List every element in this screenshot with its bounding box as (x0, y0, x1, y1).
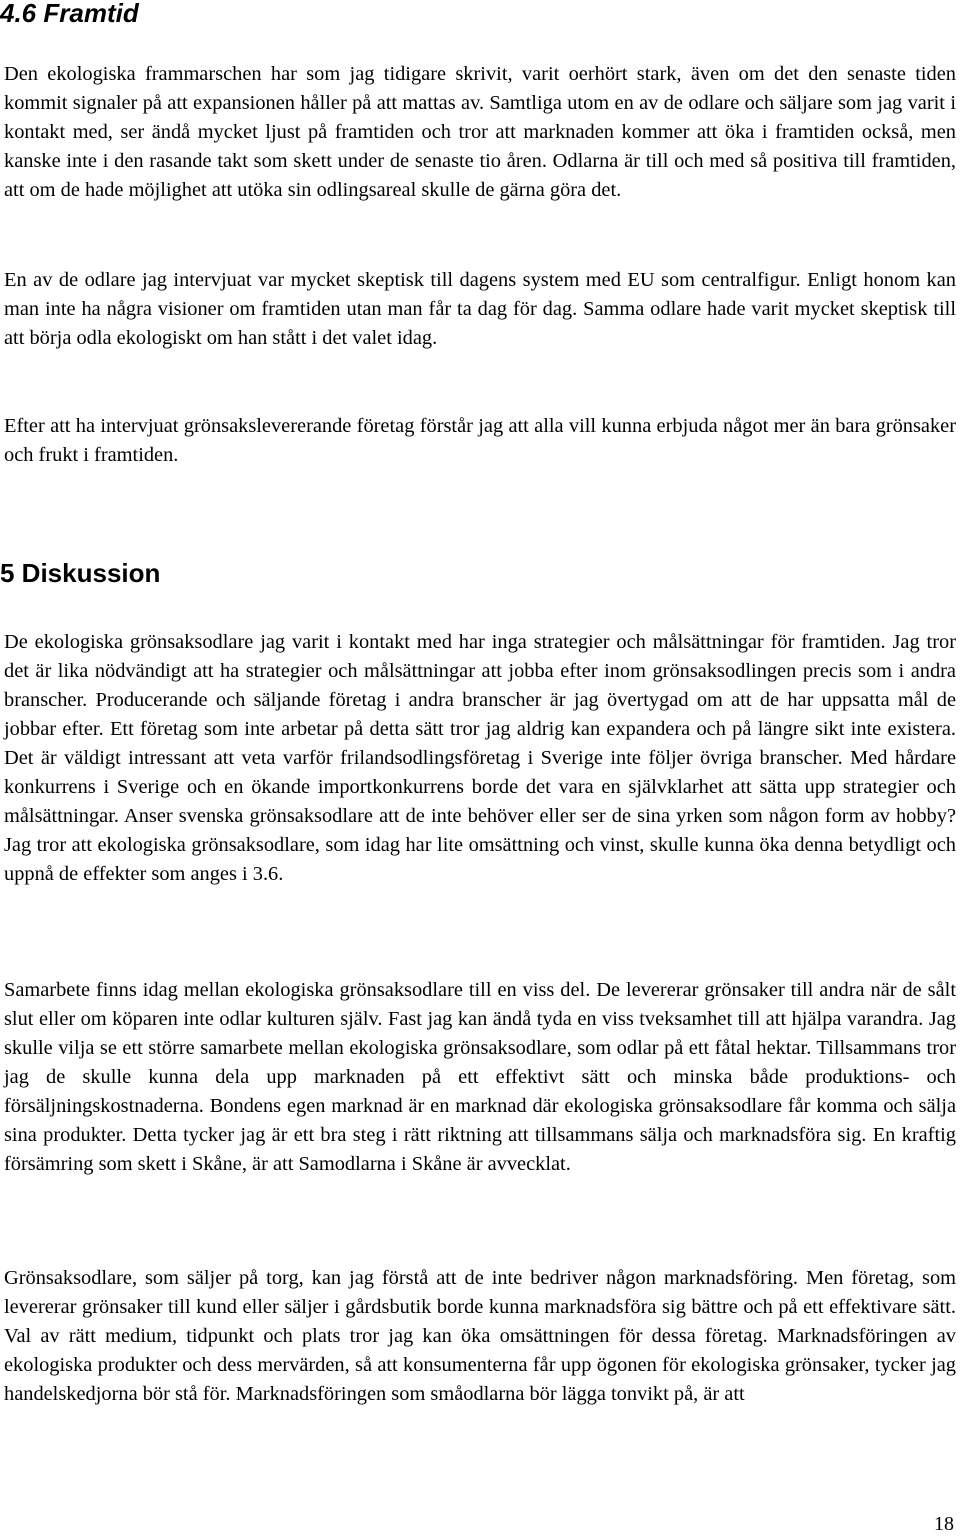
paragraph: Samarbete finns idag mellan ekologiska grönsaksodlare till en viss del. De levererar grönsaker till andra när de sålt slut eller om köparen inte odlar kulturen själv. Fast jag kan ändå tyda en viss tveksamhet till att hjälpa varandra. Jag skulle vilja se ett större samarbete mellan ekologiska grönsaksodlare, som odlar på ett fåtal hektar. Tillsammans tror jag de skulle kunna dela upp marknaden på ett effektivt sätt och minska både produktions- och försäljningskostnaderna. Bondens egen marknad är en marknad där ekologiska grönsaksodlare får komma och sälja sina produkter. Detta tycker jag är ett bra steg i rätt riktning att tillsammans sälja och marknadsföra sig. En kraftig försämring som skett i Skåne, är att Samodlarna i Skåne är avvecklat. (4, 979, 956, 1175)
paragraph: Grönsaksodlare, som säljer på torg, kan jag förstå att de inte bedriver någon marknadsföring. Men företag, som levererar grönsaker till kund eller säljer i gårdsbutik borde kunna marknadsföra sig bättre och på ett effektivare sätt. Val av rätt medium, tidpunkt och plats tror jag kan öka omsättningen för dessa företag. Marknadsföringen av ekologiska produkter och dess mervärden, så att konsumenterna får upp ögonen för ekologiska grönsaker, tycker jag handelskedjorna bör stå för. Marknadsföringen som småodlarna bör lägga tonvikt på, är att (4, 1267, 956, 1405)
paragraph: Efter att ha intervjuat grönsakslevererande företag förstår jag att alla vill kunna erbjuda något mer än bara grönsaker och frukt i framtiden. (4, 415, 956, 466)
paragraph: De ekologiska grönsaksodlare jag varit i kontakt med har inga strategier och målsättningar för framtiden. Jag tror det är lika nödvändigt att ha strategier och målsättningar att jobba efter inom grönsaksodlingen precis som i andra branscher. Producerande och säljande företag i andra branscher är jag övertygad om att de har uppsatta mål de jobbar efter. Ett företag som inte arbetar på detta sätt tror jag aldrig kan expandera och på längre sikt inte existera. Det är väldigt intressant att veta varför frilandsodlingsföretag i Sverige inte följer övriga branscher. Med hårdare konkurrens i Sverige och en ökande importkonkurrens borde det vara en självklarhet att sätta upp strategier och målsättningar. Anser svenska grönsaksodlare att de inte behöver eller ser de sina yrken som någon form av hobby? Jag tror att ekologiska grönsaksodlare, som idag har lite omsättning och vinst, skulle kunna öka denna betydligt och uppnå de effekter som anges i 3.6. (4, 631, 956, 885)
paragraph: En av de odlare jag intervjuat var mycket skeptisk till dagens system med EU som centralfigur. Enligt honom kan man inte ha några visioner om framtiden utan man får ta dag för dag. Samma odlare hade varit mycket skeptisk till att börja odla ekologiskt om han stått i det valet idag. (4, 269, 956, 349)
section-heading-5: 5 Diskussion (0, 558, 161, 588)
page-number: 18 (934, 1513, 954, 1535)
paragraph: Den ekologiska frammarschen har som jag tidigare skrivit, varit oerhört stark, även om det den senaste tiden kommit signaler på att expansionen håller på att mattas av. Samtliga utom en av de odlare och säljare som jag varit i kontakt med, ser ändå mycket ljust på framtiden och tror att marknaden kommer att öka i framtiden också, men kanske inte i den rasande takt som skett under de senaste tio åren. Odlarna är till och med så positiva till framtiden, att om de hade möjlighet att utöka sin odlingsareal skulle de gärna göra det. (4, 63, 956, 201)
section-heading-4-6: 4.6 Framtid (0, 0, 139, 28)
